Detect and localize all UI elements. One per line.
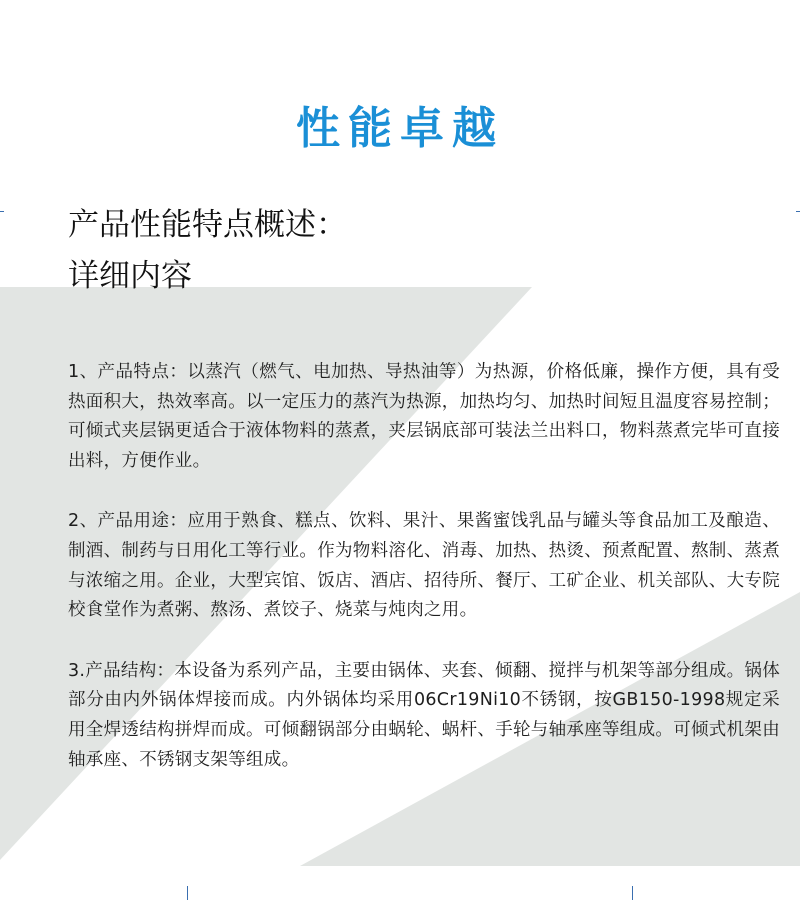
section-subheading: 详细内容 <box>68 258 192 294</box>
paragraph-structure: 3.产品结构：本设备为系列产品，主要由锅体、夹套、倾翻、搅拌与机架等部分组成。锅体部分由内外锅体焊接而成。内外锅体均采用06Cr19Ni10不锈钢，按GB150-1998规定采用全焊透结构拼焊而成。可倾翻锅部分由蜗轮、蜗杆、手轮与轴承座等组成。可倾式机架由轴承座、不锈钢支架等组成。 <box>68 660 780 770</box>
crop-mark-bottom-left <box>187 886 188 900</box>
body-content <box>68 358 780 806</box>
crop-mark-bottom-right <box>632 886 633 900</box>
page-title: 性能卓越 <box>296 103 504 154</box>
crop-mark-left <box>0 211 4 212</box>
section-heading: 产品性能特点概述： <box>68 207 347 243</box>
paragraph-uses: 2、产品用途：应用于熟食、糕点、饮料、果汁、果酱蜜饯乳品与罐头等食品加工及酿造、制酒、制药与日用化工等行业。作为物料溶化、消毒、加热、热烫、预煮配置、熬制、蒸煮与浓缩之用。企业，大型宾馆、饭店、酒店、招待所、餐厅、工矿企业、机关部队、大专院校食堂作为煮粥、熬汤、煮饺子、烧菜与炖肉之用。 <box>68 511 780 621</box>
paragraph-features: 1、产品特点：以蒸汽（燃气、电加热、导热油等）为热源，价格低廉，操作方便，具有受热面积大，热效率高。以一定压力的蒸汽为热源，加热均匀、加热时间短且温度容易控制；可倾式夹层锅更适合于液体物料的蒸煮，夹层锅底部可装法兰出料口，物料蒸煮完毕可直接出料，方便作业。 <box>68 362 780 471</box>
crop-mark-right <box>796 211 800 212</box>
